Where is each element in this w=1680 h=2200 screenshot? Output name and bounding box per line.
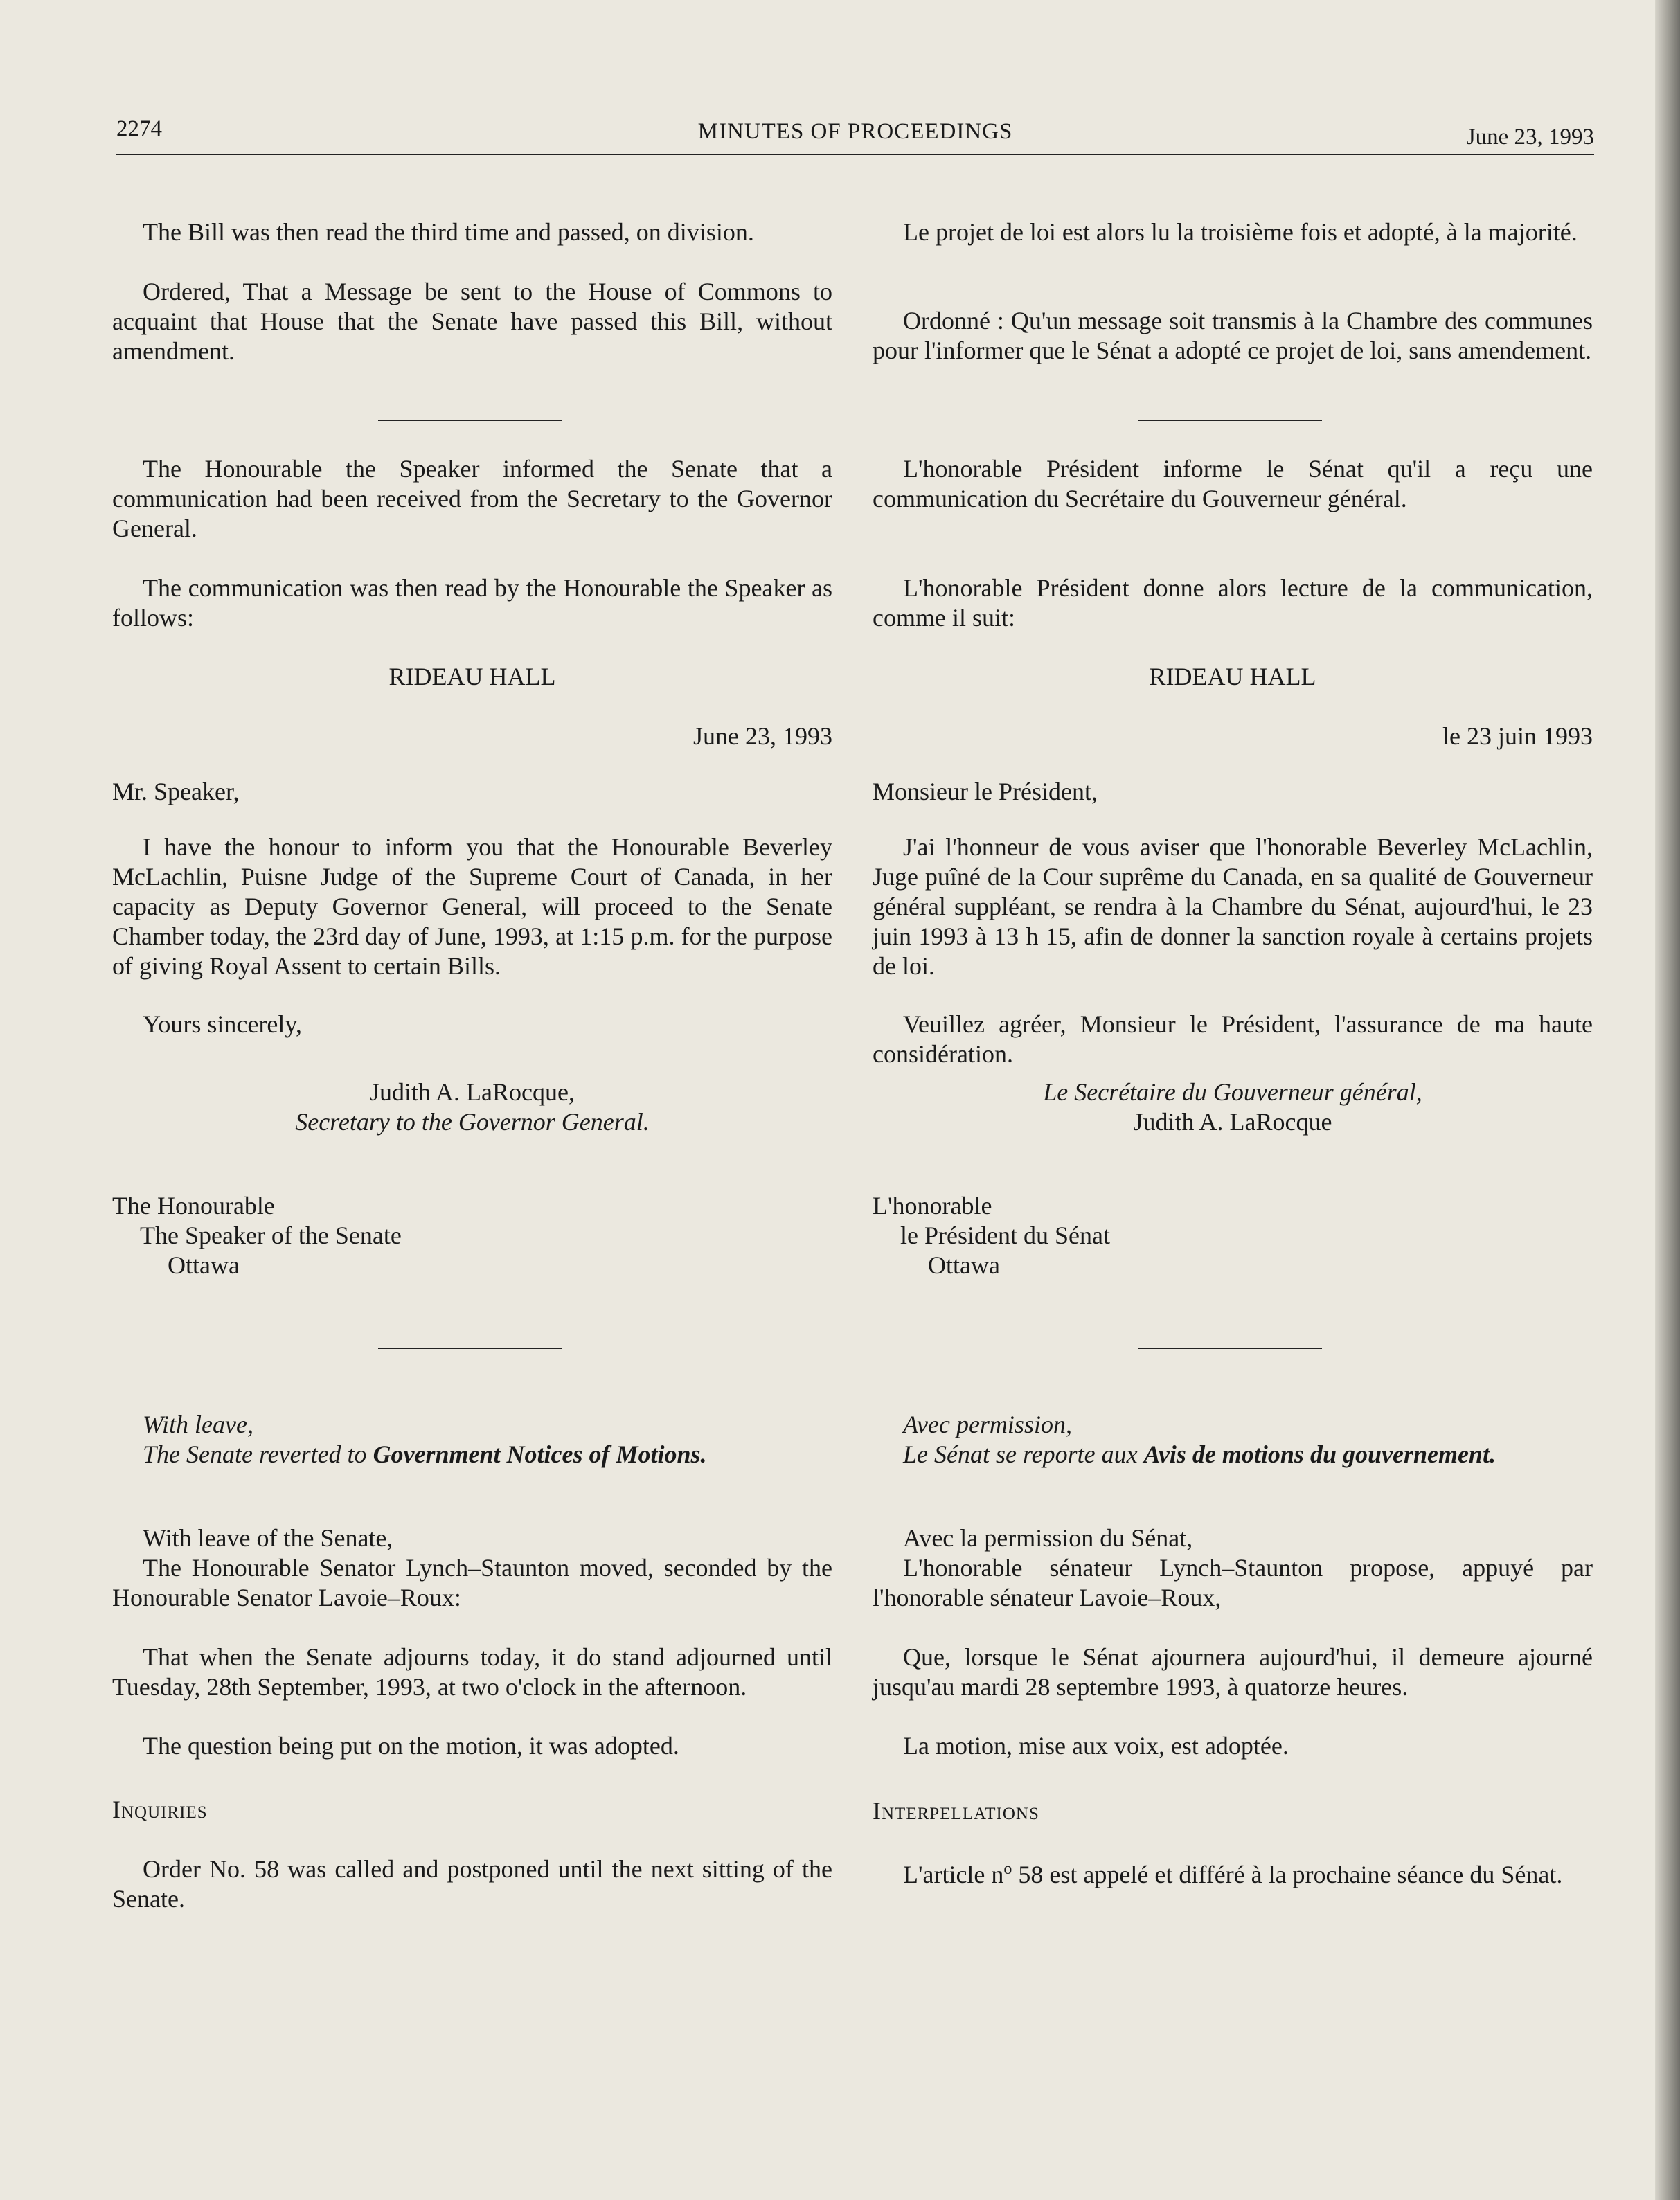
letter-salutation-fr: Monsieur le Président, (873, 778, 1098, 805)
adjournment-motion: That when the Senate adjourns today, it do stand adjourned until Tuesday, 28th September, 1993, at two o'clock in the afternoon. (112, 1643, 832, 1701)
message-order-paragraph-fr: Ordonné : Qu'un message soit transmis à la Chambre des communes pour l'informer que le Sénat a adopté ce projet de loi, sans amendement. (873, 307, 1593, 364)
letter-body-fr: J'ai l'honneur de vous aviser que l'honorable Beverley McLachlin, Juge puîné de la Cour suprême du Canada, en sa qualité de Gouverneur général suppléant, se rendra à la Chambre du Sénat, aujourd'hui, le 23 juin 1993 à 13 h 15, afin de donner la sanction royale à certains projets de loi. (873, 833, 1593, 980)
book-spine-edge (1655, 0, 1680, 2200)
message-order-paragraph: Ordered, That a Message be sent to the House of Commons to acquaint that House that the Senate have passed this Bill, without amendment. (112, 278, 832, 365)
section-divider (1138, 1348, 1322, 1349)
communication-read-paragraph: The communication was then read by the Honourable the Speaker as follows: (112, 574, 832, 632)
order-postponed-fr (873, 1854, 1593, 1890)
letter-date-fr: le 23 juin 1993 (1442, 722, 1593, 750)
letter-signer-fr: Judith A. LaRocque (1133, 1108, 1332, 1136)
with-leave-senate: With leave of the Senate, (143, 1524, 393, 1552)
reverted-prefix: The Senate reverted to (143, 1440, 373, 1468)
section-divider (378, 1348, 562, 1349)
address-line-1: The Honourable (112, 1192, 275, 1219)
speaker-informed-paragraph-fr: L'honorable Président informe le Sénat qu'il a reçu une communication du Secrétaire du Gouverneur général. (873, 455, 1593, 512)
letter-signer-title-fr: Le Secrétaire du Gouverneur général, (1043, 1078, 1422, 1106)
inquiries-heading-fr: Interpellations (873, 1797, 1039, 1825)
with-leave-fr: Avec permission, (903, 1411, 1072, 1438)
reverted-line (112, 1440, 832, 1469)
page-number: 2274 (116, 116, 162, 141)
third-reading-paragraph: The Bill was then read the third time and passed, on division. (143, 218, 754, 246)
order-postponed: Order No. 58 was called and postponed until the next sitting of the Senate. (112, 1855, 832, 1913)
header-rule (116, 154, 1594, 155)
communication-read-paragraph-fr: L'honorable Président donne alors lecture de la communication, comme il suit: (873, 574, 1593, 632)
letter-signer-title: Secretary to the Governor General. (295, 1108, 650, 1136)
letter-heading: RIDEAU HALL (388, 663, 556, 690)
letter-signer: Judith A. LaRocque, (370, 1078, 575, 1106)
letter-salutation: Mr. Speaker, (112, 778, 240, 805)
section-divider (378, 420, 562, 421)
order-rest-fr: 58 est appelé et différé à la prochaine séance du Sénat. (1012, 1861, 1563, 1888)
order-prefix-fr: L'article n (903, 1861, 1004, 1888)
motion-moved: The Honourable Senator Lynch–Staunton moved, seconded by the Honourable Senator Lavoie–Roux: (112, 1554, 832, 1611)
header-date: June 23, 1993 (1466, 125, 1594, 150)
address-line-3-fr: Ottawa (928, 1251, 1000, 1279)
third-reading-paragraph-fr: Le projet de loi est alors lu la troisième fois et adopté, à la majorité. (903, 218, 1578, 246)
adjournment-motion-fr: Que, lorsque le Sénat ajournera aujourd'hui, il demeure ajourné jusqu'au mardi 28 septembre 1993, à quatorze heures. (873, 1643, 1593, 1701)
address-line-3: Ottawa (168, 1251, 240, 1279)
letter-heading-fr: RIDEAU HALL (1149, 663, 1316, 690)
order-sup-fr: o (1003, 1860, 1012, 1878)
reverted-order-fr: Avis de motions du gouvernement. (1143, 1440, 1496, 1468)
letter-closing-fr: Veuillez agréer, Monsieur le Président, l'assurance de ma haute considération. (873, 1010, 1593, 1068)
reverted-line-fr (873, 1440, 1593, 1469)
reverted-prefix-fr: Le Sénat se reporte aux (903, 1440, 1144, 1468)
letter-date: June 23, 1993 (693, 722, 832, 750)
letter-closing: Yours sincerely, (143, 1010, 302, 1038)
reverted-order: Government Notices of Motions. (373, 1440, 707, 1468)
letter-body: I have the honour to inform you that the Honourable Beverley McLachlin, Puisne Judge of the Supreme Court of Canada, in her capacity as Deputy Governor General, will proceed to the Senate Chamber today, the 23rd day of June, 1993, at 1:15 p.m. for the purpose of giving Royal Assent to certain Bills. (112, 833, 832, 980)
address-line-2-fr: le Président du Sénat (900, 1222, 1110, 1249)
address-line-2: The Speaker of the Senate (140, 1222, 402, 1249)
with-leave-senate-fr: Avec la permission du Sénat, (903, 1524, 1193, 1552)
speaker-informed-paragraph: The Honourable the Speaker informed the Senate that a communication had been received from the Secretary to the Governor General. (112, 455, 832, 542)
motion-adopted: The question being put on the motion, it was adopted. (143, 1732, 679, 1760)
with-leave: With leave, (143, 1411, 253, 1438)
address-line-1-fr: L'honorable (873, 1192, 992, 1219)
section-divider (1138, 420, 1322, 421)
motion-adopted-fr: La motion, mise aux voix, est adoptée. (903, 1732, 1289, 1760)
inquiries-heading: Inquiries (112, 1796, 208, 1823)
running-title: MINUTES OF PROCEEDINGS (697, 119, 1013, 144)
motion-moved-fr: L'honorable sénateur Lynch–Staunton propose, appuyé par l'honorable sénateur Lavoie–Roux, (873, 1554, 1593, 1611)
running-header (116, 116, 1594, 155)
